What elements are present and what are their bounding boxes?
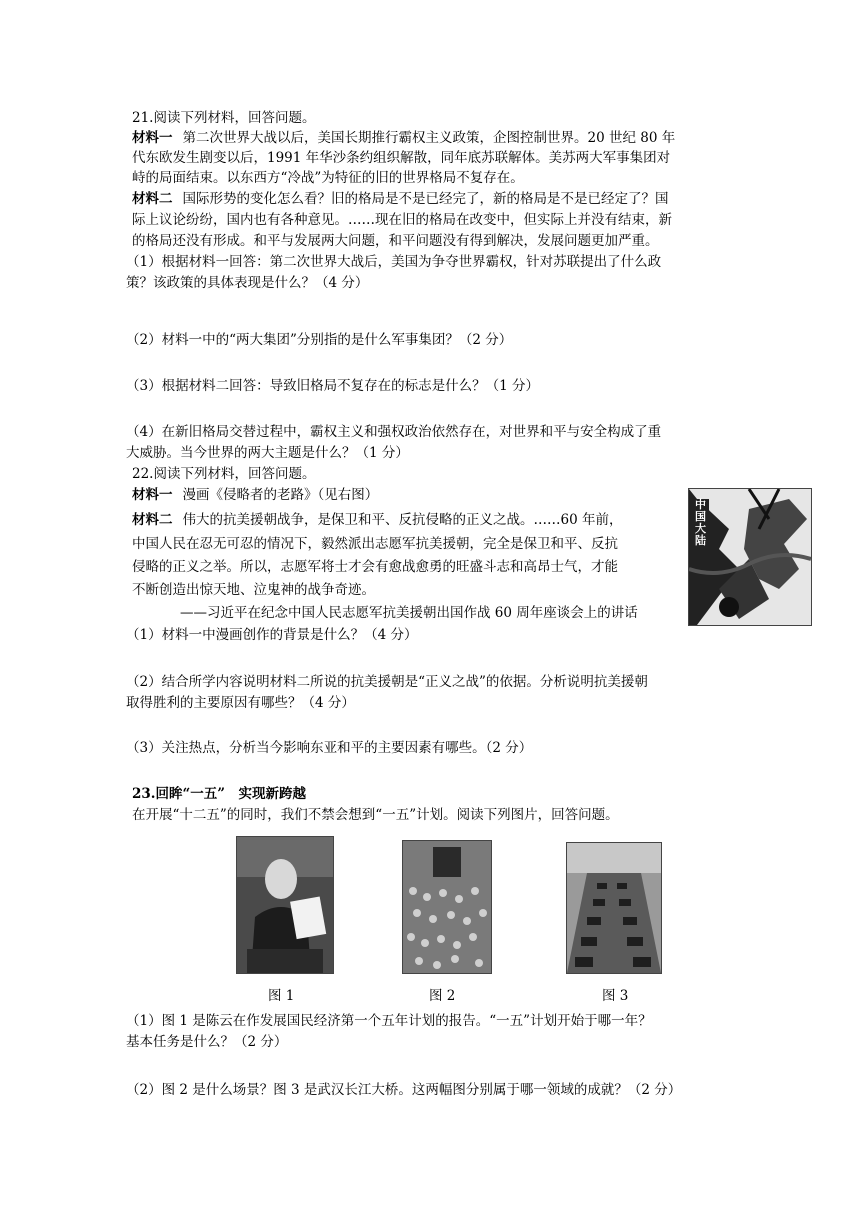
figure3-caption: 图 3 [602, 988, 629, 1004]
crowd-photo-icon [403, 841, 491, 973]
q23-question1-line1: （1）图 1 是陈云在作发展国民经济第一个五年计划的报告。“一五”计划开始于哪一年？ [126, 1013, 652, 1029]
q21-question4-line2: 大威胁。当今世界的两大主题是什么？（1 分） [126, 445, 409, 461]
q21-material2-line2: 际上议论纷纷，国内也有各种意见。……现在旧的格局在改变中，但实际上并没有结束，新 [132, 212, 672, 228]
figure1-image [236, 836, 334, 974]
q21-material1-text: 第二次世界大战以后，美国长期推行霸权主义政策，企图控制世界。20 世纪 80 年 [182, 130, 676, 146]
q21-material1-line3: 峙的局面结束。以东西方“冷战”为特征的旧的世界格局不复存在。 [132, 170, 524, 186]
q21-question4-line1: （4）在新旧格局交替过程中，霸权主义和强权政治依然存在，对世界和平与安全构成了重 [126, 424, 662, 440]
q22-question2-line2: 取得胜利的主要原因有哪些？（4 分） [126, 695, 355, 711]
q21-material2-line1 [132, 189, 669, 209]
bridge-photo-icon [567, 843, 661, 973]
cartoon-image [688, 488, 812, 626]
q21-material1-line2: 代东欧发生剧变以后，1991 年华沙条约组织解散，同年底苏联解体。美苏两大军事集团对 [132, 150, 671, 166]
q23-title: 23.回眸“一五” 实现新跨越 [132, 786, 307, 802]
q21-material2-label: 材料二 [132, 191, 173, 207]
q22-source: ——习近平在纪念中国人民志愿军抗美援朝出国作战 60 周年座谈会上的讲话 [180, 605, 638, 621]
speaker-photo-icon [237, 837, 333, 973]
q21-question2: （2）材料一中的“两大集团”分别指的是什么军事集团？（2 分） [126, 332, 513, 348]
q22-question1: （1）材料一中漫画创作的背景是什么？（4 分） [126, 627, 418, 643]
q22-material1-label: 材料一 [132, 487, 173, 503]
q23-intro: 在开展“十二五”的同时，我们不禁会想到“一五”计划。阅读下列图片，回答问题。 [132, 807, 619, 823]
q22-material2-line3: 侵略的正义之举。所以，志愿军将士才会有愈战愈勇的旺盛斗志和高昂士气，才能 [132, 559, 618, 575]
figure1-caption: 图 1 [268, 988, 295, 1004]
q23-question2: （2）图 2 是什么场景？图 3 是武汉长江大桥。这两幅图分别属于哪一领域的成就？（2 分） [126, 1082, 682, 1098]
q21-question1-line1: （1）根据材料一回答：第二次世界大战后，美国为争夺世界霸权，针对苏联提出了什么政 [126, 254, 662, 270]
q21-material1-label: 材料一 [132, 130, 173, 146]
q21-material1-line1 [132, 128, 675, 148]
q22-title: 22.阅读下列材料，回答问题。 [132, 466, 316, 482]
q21-material2-line3: 的格局还没有形成。和平与发展两大问题，和平问题没有得到解决，发展问题更加严重。 [132, 233, 659, 249]
q21-title: 21.阅读下列材料，回答问题。 [132, 110, 316, 126]
q21-question1-line2: 策？该政策的具体表现是什么？（4 分） [126, 275, 369, 291]
figure2-image [402, 840, 492, 974]
q22-material2-line4: 不断创造出惊天地、泣鬼神的战争奇迹。 [132, 582, 375, 598]
q22-material1-text: 漫画《侵略者的老路》（见右图） [182, 487, 379, 503]
figure3-image [566, 842, 662, 974]
q23-question1-line2: 基本任务是什么？（2 分） [126, 1034, 288, 1050]
cartoon-label: 中国大陆 [695, 499, 709, 547]
q21-material2-text: 国际形势的变化怎么看？旧的格局是不是已经完了，新的格局是不是已经定了？国 [182, 191, 669, 207]
q22-material2-text: 伟大的抗美援朝战争，是保卫和平、反抗侵略的正义之战。……60 年前， [182, 512, 623, 528]
q22-material1 [132, 485, 378, 505]
q22-material2-line2: 中国人民在忍无可忍的情况下，毅然派出志愿军抗美援朝，完全是保卫和平、反抗 [132, 536, 618, 552]
q21-question3: （3）根据材料二回答：导致旧格局不复存在的标志是什么？（1 分） [126, 378, 539, 394]
q22-material2-line1 [132, 510, 622, 530]
q22-material2-label: 材料二 [132, 512, 173, 528]
q22-question2-line1: （2）结合所学内容说明材料二所说的抗美援朝是“正义之战”的依据。分析说明抗美援朝 [126, 674, 648, 690]
figure2-caption: 图 2 [429, 988, 456, 1004]
q22-question3: （3）关注热点，分析当今影响东亚和平的主要因素有哪些。（2 分） [126, 740, 533, 756]
